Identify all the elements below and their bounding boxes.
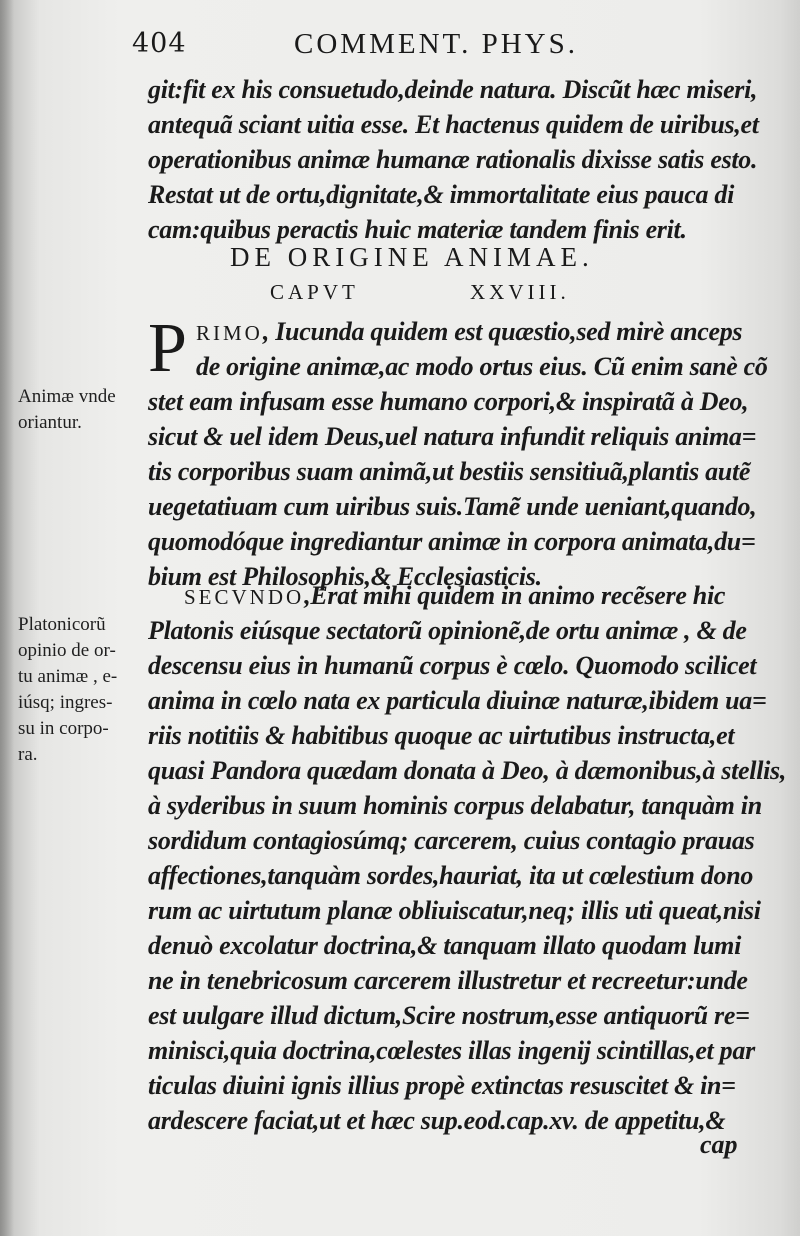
text-line: denuò excolatur doctrina,& tanquam illato quodam lumi	[148, 931, 742, 960]
text-line: descensu eius in humanũ corpus è cœlo. Quomodo scilicet	[148, 651, 757, 680]
text-line: anima in cœlo nata ex particula diuinæ naturæ,ibidem ua=	[148, 686, 767, 715]
margin-note-line: opinio de or-	[18, 640, 116, 661]
margin-note-line: iúsq; ingres-	[18, 692, 113, 713]
top-paragraph	[148, 72, 759, 247]
margin-note-platonic	[18, 612, 148, 768]
margin-note-line: ra.	[18, 744, 38, 765]
text-line: stet eam infusam esse humano corpori,& inspiratã à Deo,	[148, 387, 749, 416]
text-line: minisci,quia doctrina,cœlestes illas ingenij scintillas,et par	[148, 1036, 755, 1065]
text-line: de origine animæ,ac modo ortus eius. Cũ enim sanè cõ	[196, 352, 768, 381]
text-line: affectiones,tanquàm sordes,hauriat, ita ut cœlestium dono	[148, 861, 754, 890]
text-line: quasi Pandora quædam donata à Deo, à dæmonibus,à stellis,	[148, 756, 787, 785]
primo-paragraph	[148, 310, 768, 594]
text-line: ardescere faciat,ut et hæc sup.eod.cap.xv. de appetitu,&	[148, 1106, 726, 1135]
text-line: Platonis eiúsque sectatorũ opinionẽ,de ortu animæ , & de	[148, 616, 747, 645]
page-header	[0, 28, 800, 64]
text-line: bium est Philosophis,& Ecclesiasticis.	[148, 562, 542, 591]
secundo-paragraph	[148, 578, 787, 1138]
primo-lead: RIMO	[196, 321, 263, 345]
chapter-label: CAPVT	[270, 280, 359, 304]
text-line: est uulgare illud dictum,Scire nostrum,esse antiquorũ re=	[148, 1001, 750, 1030]
drop-cap: P	[148, 310, 187, 387]
gutter-shadow	[0, 0, 14, 1236]
margin-note-line: Animæ vnde	[18, 386, 116, 407]
text-line: rum ac uirtutum planæ obliuiscatur,neq; illis uti queat,nisi	[148, 896, 761, 925]
text-run: ,Erat mihi quidem in animo recẽsere hic	[304, 581, 726, 610]
margin-note-line: oriantur.	[18, 412, 82, 433]
running-head: COMMENT. PHYS.	[294, 28, 578, 60]
margin-note-line: su in corpo-	[18, 718, 109, 739]
margin-note-origin	[18, 384, 148, 436]
page-number: 404	[132, 28, 187, 59]
text-line: cam:quibus peractis huic materiæ tandem finis erit.	[148, 215, 687, 244]
text-line: Restat ut de ortu,dignitate,& immortalitate eius pauca di	[148, 180, 735, 209]
text-line: à syderibus in suum hominis corpus delabatur, tanquàm in	[148, 791, 762, 820]
text-line	[148, 578, 758, 613]
section-heading: DE ORIGINE ANIMAE.	[230, 242, 594, 272]
margin-note-line: Platonicorũ	[18, 614, 106, 635]
text-line: sicut & uel idem Deus,uel natura infundit reliquis anima=	[148, 422, 757, 451]
text-line: tis corporibus suam animã,ut bestiis sensitiuã,plantis autẽ	[148, 457, 751, 486]
secundo-lead: SECVNDO	[184, 585, 305, 609]
text-line: uegetatiuam cum uiribus suis.Tamẽ unde ueniant,quando,	[148, 492, 757, 521]
text-line	[148, 314, 758, 349]
text-line: antequã sciant uitia esse. Et hactenus quidem de uiribus,et	[148, 110, 759, 139]
text-line: sordidum contagiosúmq; carcerem, cuius contagio prauas	[148, 826, 755, 855]
catchword: cap	[700, 1130, 738, 1159]
margin-note-line: tu animæ , e-	[18, 666, 118, 687]
text-run: , Iucunda quidem est quæstio,sed mirè anceps	[262, 317, 743, 346]
text-line: operationibus animæ humanæ rationalis dixisse satis esto.	[148, 145, 758, 174]
text-line: quomodóque ingrediantur animæ in corpora animata,du=	[148, 527, 756, 556]
text-line: riis notitiis & habitibus quoque ac uirtutibus instructa,et	[148, 721, 735, 750]
text-line: ne in tenebricosum carcerem illustretur et recreetur:unde	[148, 966, 748, 995]
text-line: git:fit ex his consuetudo,deinde natura. Discũt hæc miseri,	[148, 75, 758, 104]
chapter-number: XXVIII.	[470, 280, 570, 304]
text-line: ticulas diuini ignis illius propè extinctas resuscitet & in=	[148, 1071, 736, 1100]
